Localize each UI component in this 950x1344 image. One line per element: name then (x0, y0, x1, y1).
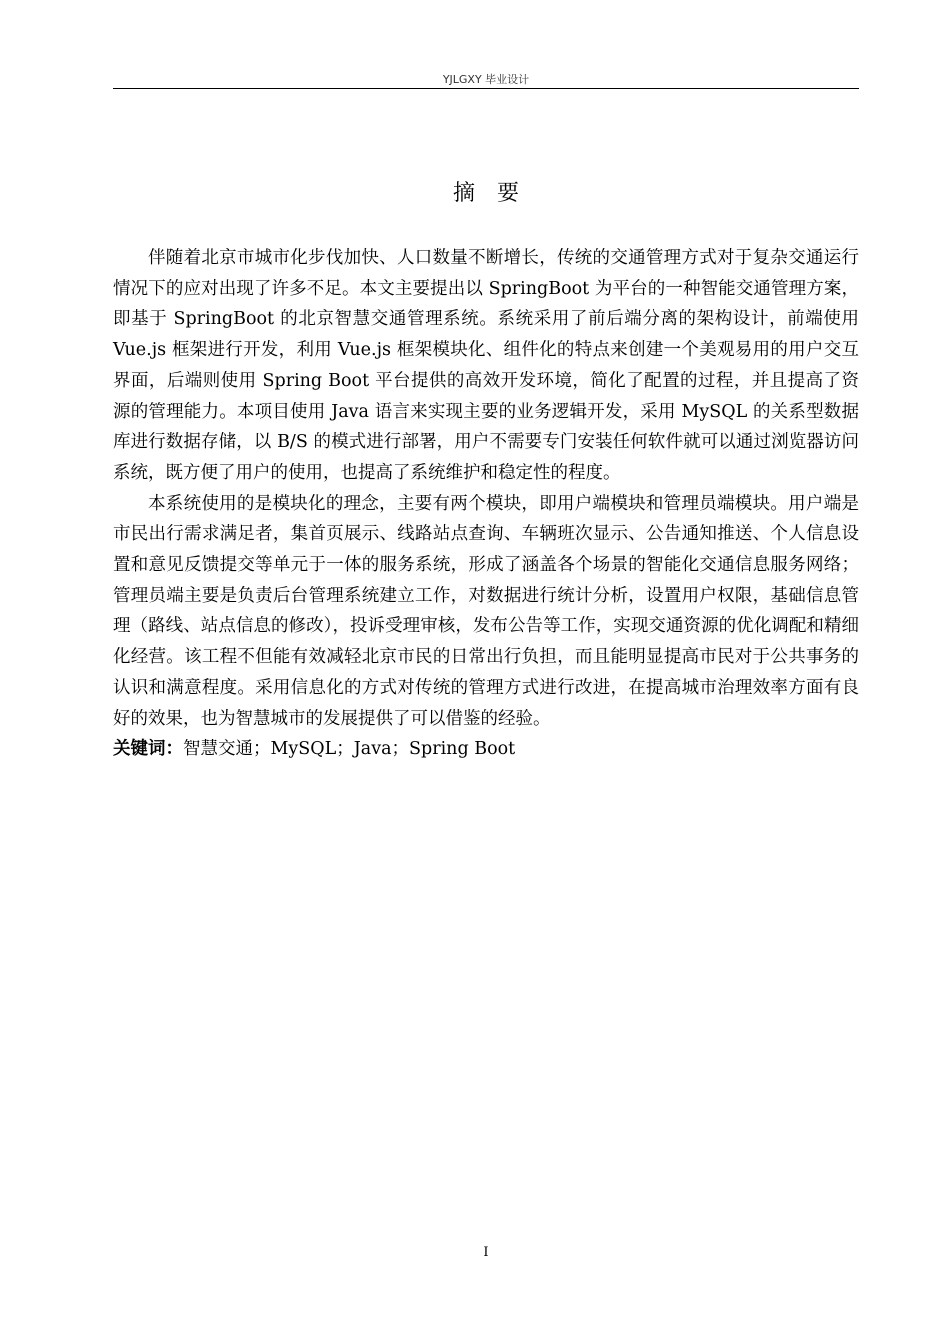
header-text: YJLGXY 毕业设计 (442, 73, 530, 86)
keywords-line (113, 734, 859, 765)
page-title: 摘要 (452, 181, 541, 206)
keywords-value: 智慧交通；MySQL；Java；Spring Boot (183, 739, 516, 760)
keywords-label: 关键词： (113, 739, 183, 760)
page-header (113, 72, 859, 89)
abstract-paragraph-1: 伴随着北京市城市化步伐加快、人口数量不断增长，传统的交通管理方式对于复杂交通运行情况下的应对出现了许多不足。本文主要提出以 SpringBoot 为平台的一种智能交通管理方案，即基于 SpringBoot 的北京智慧交通管理系统。系统采用了前后端分离的架构设计，前端使用 Vue.js 框架进行开发，利用 Vue.js 框架模块化、组件化的特点来创建一个美观易用的用户交互界面，后端则使用 Spring Boot 平台提供的高效开发环境，简化了配置的过程，并且提高了资源的管理能力。本项目使用 Java 语言来实现主要的业务逻辑开发，采用 MySQL 的关系型数据库进行数据存储，以 B/S 的模式进行部署，用户不需要专门安装任何软件就可以通过浏览器访问系统，既方便了用户的使用，也提高了系统维护和稳定性的程度。 (113, 248, 859, 483)
abstract-paragraph-2: 本系统使用的是模块化的理念，主要有两个模块，即用户端模块和管理员端模块。用户端是市民出行需求满足者，集首页展示、线路站点查询、车辆班次显示、公告通知推送、个人信息设置和意见反馈提交等单元于一体的服务系统，形成了涵盖各个场景的智能化交通信息服务网络；管理员端主要是负责后台管理系统建立工作，对数据进行统计分析，设置用户权限，基础信息管理（路线、站点信息的修改），投诉受理审核，发布公告等工作，实现交通资源的优化调配和精细化经营。该工程不但能有效减轻北京市民的日常出行负担，而且能明显提高市民对于公共事务的认识和满意程度。采用信息化的方式对传统的管理方式进行改进，在提高城市治理效率方面有良好的效果，也为智慧城市的发展提供了可以借鉴的经验。 (113, 493, 859, 729)
abstract-body (113, 243, 859, 765)
page-number: I (483, 1245, 489, 1260)
